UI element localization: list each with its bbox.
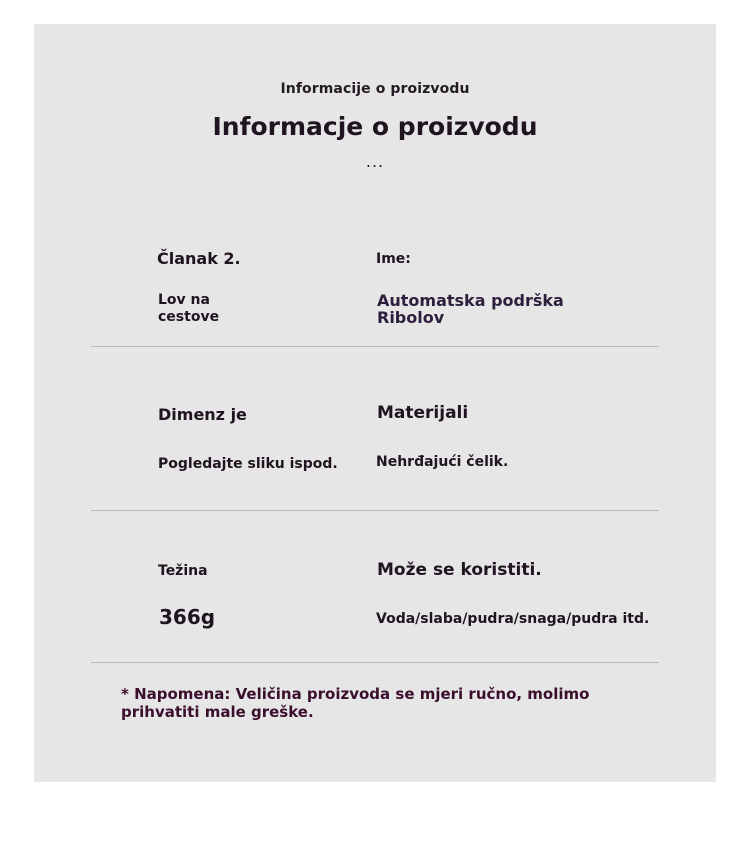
- ellipsis: ...: [365, 152, 385, 171]
- weight-label: Težina: [158, 563, 208, 579]
- page-title: Informacje o proizvodu: [212, 112, 538, 141]
- article-label: Članak 2.: [157, 249, 241, 268]
- row-divider-1: [91, 346, 659, 347]
- materials-value: Nehrđajući čelik.: [376, 454, 509, 470]
- measurement-note: * Napomena: Veličina proizvoda se mjeri ručno, molimo prihvatiti male greške.: [121, 685, 590, 721]
- name-label: Ime:: [376, 251, 411, 267]
- dimensions-value: Pogledajte sliku ispod.: [158, 456, 338, 472]
- article-value: Lov na cestove: [158, 292, 220, 325]
- row-divider-3: [91, 662, 659, 663]
- usage-label: Može se koristiti.: [377, 560, 542, 580]
- row-divider-2: [91, 510, 659, 511]
- page-subtitle: Informacije o proizvodu: [280, 81, 470, 97]
- name-value: Automatska podrška Ribolov: [377, 291, 564, 327]
- dimensions-label: Dimenz je: [158, 405, 247, 424]
- product-info-panel: [34, 24, 716, 782]
- usage-value: Voda/slaba/pudra/snaga/pudra itd.: [376, 611, 650, 627]
- materials-label: Materijali: [377, 403, 469, 423]
- weight-value: 366g: [159, 605, 216, 629]
